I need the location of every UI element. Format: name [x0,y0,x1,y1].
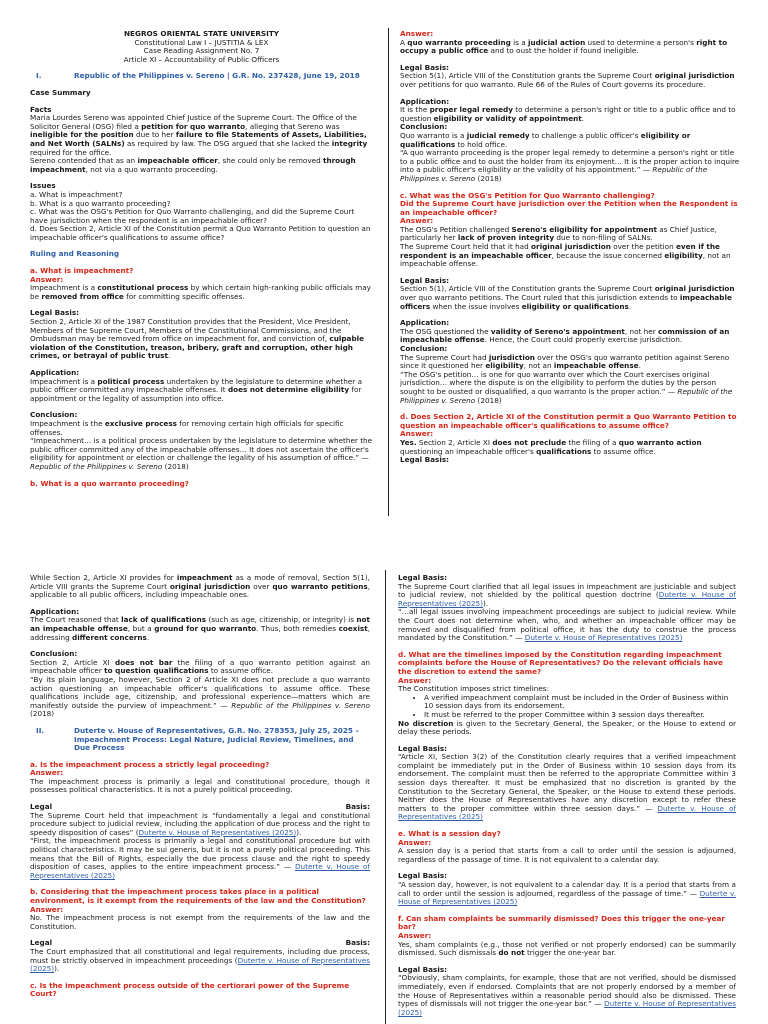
text-run: . Thus, both remedies [256,623,339,633]
paragraph [400,149,740,183]
text-run: Yes, sham complaints (e.g., those not verified or not properly endorsed) can be summarily dismissed. Such dismissals [398,939,736,958]
question-heading [398,830,736,839]
text-run: and to oust the holder if found ineligible. [488,46,639,56]
spacer [30,795,370,803]
text-run: is given to the Secretary General, the Speaker, or the House to extend or delay these periods. [398,718,736,737]
spacer [30,98,373,106]
paragraph [30,208,373,225]
text-run: NEGROS ORIENTAL STATE UNIVERSITY [123,29,280,38]
paragraph [400,243,740,269]
header-line [30,56,373,65]
section-heading [30,72,373,81]
text-run: No. The impeachment process is not exempt from the requirements of the law and the Constitution. [30,913,370,931]
text-run: , not via a quo warranto proceeding. [85,164,218,174]
text-run: , she could only be removed [217,156,323,166]
bold-text: original jurisdiction [531,242,611,252]
text-run: to hold office. [455,139,508,149]
spacer [30,600,370,608]
question-heading [30,267,373,276]
text-run: Case Summary [30,87,91,97]
spacer [400,56,740,64]
text-run: A verified impeachment complaint must be included in the Order of Business within 10 session days from its endorsement. [424,692,729,711]
text-run: the filing of a [566,437,619,447]
question-heading [30,761,370,770]
citation-link[interactable]: Duterte v. House of Representatives (2025) [398,803,736,822]
text-run: a. Is the impeachment process a strictly legal proceeding? [30,759,270,769]
text-run: Answer: [30,768,64,778]
case-citation: Republic of the Philippines v. Sereno [400,165,708,183]
text-run: . [146,632,150,642]
bold-text: does not bar [114,657,173,667]
text-run: “A quo warranto proceeding is the proper legal remedy to determine a person's right or title to a public office and to oust the holder from its enjoyment… It is the proper action to inquire into a public officer's eligibility or the validity of his appointment.” — [400,148,740,175]
bold-text: original jurisdiction [654,71,735,81]
citation-link[interactable]: Duterte v. House of Representatives (2025) [30,862,370,880]
text-run: . [167,351,171,361]
case-citation: Republic of the Philippines v. Sereno [30,461,163,471]
text-run: to assume office. [208,666,274,676]
bold-text: eligibility [485,361,524,371]
section-label [400,456,740,465]
paragraph [30,778,370,795]
paragraph [400,285,740,311]
bullet-item [424,694,736,711]
citation-link[interactable]: Duterte v. House of Representatives (2025) [398,590,736,608]
spacer [30,361,373,369]
bold-text: ground for quo warranto [154,623,257,633]
text-run: , alleging that Sereno was [245,121,340,131]
bold-text: removed from office [41,291,124,301]
document-page-2 [0,566,768,1024]
text-run: b. What is a quo warranto proceeding? [30,198,171,208]
paragraph [400,72,740,89]
bold-text: failure to file Statements of Assets, Liabilities, and Net Worth (SALNs) [30,130,367,148]
bold-text: proper legal remedy [429,105,513,115]
text-run: d. Does Section 2, Article XI of the Constitution permit a Quo Warranto Petition to question an impeachable officer's qualifications to assume office? [30,224,371,242]
text-run: Constitutional Law I – JUSTITIA & LEX [134,37,269,47]
text-run: (2018) [475,395,502,405]
paragraph [398,847,736,864]
spacer [400,311,740,319]
text-run: It must be referred to the proper Committee within 3 session days thereafter. [424,709,705,719]
text-run: c. Is the impeachment process outside of the certiorari power of the Supreme Court? [30,980,350,999]
text-run: , not an [523,361,554,371]
paragraph [398,974,736,1017]
paragraph [398,608,736,642]
bold-text: impeachable offense [553,361,639,371]
section-number: I. [36,71,42,81]
bold-text: eligibility or qualifications [521,301,629,311]
bold-text: judicial action [527,37,586,47]
text-run: Conclusion: [400,344,448,353]
paragraph [400,39,740,56]
text-run: b. What is a quo warranto proceeding? [30,478,189,488]
text-run: . Hence, the Court could properly exercise jurisdiction. [484,335,683,345]
bold-text: No discretion [398,718,454,728]
text-run: due to non-filing of SALNs. [554,233,653,243]
page-2-left-column [30,574,370,999]
paragraph [30,420,373,437]
bold-text: qualifications [536,446,592,456]
text-run: Conclusion: [30,410,78,420]
text-run: Section 2, Article XI of the 1987 Constitution provides that the President, Vice President, Members of the Supreme Court, Members of the Constitutional Commissions, and the Ombudsman may be removed from office on impeachment for, and conviction of, [30,317,351,344]
spacer [398,958,736,966]
citation-link[interactable]: Duterte v. House of Representatives (2025) [524,633,683,643]
text-run: While Section 2, Article XI provides for [30,573,177,582]
text-run: , not her [624,326,658,336]
text-run: as a mode of removal, Section 5(1), Article VIII grants the Supreme Court [30,573,370,591]
bold-text: original jurisdiction [654,284,735,294]
text-run: over petitions for quo warranto. Rule 66 of the Rules of Court governs its procedure. [400,79,706,89]
paragraph [30,948,370,974]
text-run: when the issue involves [430,301,522,311]
bold-text: exclusive process [104,418,177,428]
bold-text: quo warranto action [618,437,702,447]
bold-text: coexist [338,623,368,633]
text-run: The impeachment process is primarily a legal and constitutional procedure, though it possesses political characteristics. It is not a purely political proceeding. [30,776,370,795]
paragraph [30,378,373,404]
bold-text: right to occupy a public office [400,37,728,56]
text-run: for committing specific offenses. [123,291,245,301]
text-run: “The OSG's petition… is one for quo warranto over which the Court exercises original jurisdiction… where the dispute is on the eligibility to perform the duties by the person sought to be ousted or disqualified, a quo warranto is the proper action.” — [400,369,717,396]
text-run: (2018) [475,173,502,183]
text-run: Section 5(1), Article VIII of the Constitution grants the Supreme Court [400,284,655,294]
text-run: Answer: [30,274,64,284]
paragraph [30,914,370,931]
bold-text: do not [498,948,525,958]
text-run: Answer: [398,837,432,847]
column-divider [385,570,386,1024]
text-run: Answer: [400,429,434,439]
text-run: The Supreme Court clarified that all legal issues in impeachment are justiciable and subject to judicial review, not shielded by the political question doctrine ( [398,581,736,600]
bold-text: culpable violation of the Constitution, treason, bribery, graft and corruption, other high crimes, or betrayal of public trust [30,334,365,361]
text-run: Section 2, Article XI [30,657,115,667]
text-run: Answer: [400,216,434,226]
text-run: Application: [400,96,450,106]
section-label [30,89,373,98]
bold-text: quo warranto proceeding [407,37,511,47]
text-run: for removing certain high officials for specific offenses. [30,418,344,437]
text-run: The OSG questioned the [400,326,491,336]
text-run: required for the office. [30,147,112,157]
text-run: due to her [133,130,176,140]
text-run: Impeachment is the [30,418,105,428]
paragraph [30,318,373,361]
page-1-left-column [30,30,373,488]
text-run: Quo warranto is a [400,130,467,140]
text-run: Application: [30,368,80,377]
text-run: Article XI – Accountability of Public Officers [123,54,280,64]
paragraph [30,574,370,600]
paragraph [400,354,740,371]
text-run: over quo warranto petitions. The Court ruled that this jurisdiction extends to [400,293,680,303]
bold-text: quo warranto petitions [272,581,368,591]
bold-text: through impeachment [30,156,356,174]
page-2-right-column [398,574,736,1017]
question-heading [30,888,370,905]
bold-text: petition for quo warranto [141,121,246,131]
text-run: Legal Basis: [398,743,448,753]
text-run: (2018) [162,461,189,471]
paragraph [30,812,370,838]
text-run: , not an impeachable offense. [400,250,731,269]
label-right: Basis: [345,802,370,812]
section-heading [30,250,373,259]
question-heading [30,480,373,489]
spacer [400,90,740,98]
bold-text: commission of an impeachable offense [400,326,730,345]
paragraph [30,114,373,157]
citation-link[interactable]: Duterte v. House of Representatives (2025) [398,888,736,907]
text-run: c. What was the OSG's Petition for Quo Warranto challenging? [400,190,655,200]
paragraph [400,371,740,405]
label-right: Basis: [345,938,370,948]
text-run: Issues [30,181,56,191]
paragraph [30,616,370,642]
question-heading [398,651,736,677]
text-run: Legal Basis: [400,62,450,72]
text-run: ). [54,964,60,974]
case-citation: Republic of the Philippines v. Sereno [400,386,733,405]
paragraph [398,720,736,737]
text-run: ). [296,827,302,837]
paragraph [30,437,373,471]
text-run: Legal Basis: [30,308,80,318]
text-run: A [400,37,408,47]
bold-text: validity of Sereno's appointment [490,326,625,336]
text-run: Impeachment is a [30,376,98,386]
page-1-right-column [400,30,740,465]
text-run: Duterte v. House of Representatives, G.R. No. 278353, July 25, 2025 – Impeachment Process: Legal Nature, Judicial Review, Timelines, and Due Process [74,725,360,753]
text-run: “A session day, however, is not equivalent to a calendar day. It is a period that starts from a call to order until the session is adjourned, regardless of the passage of time.” — [398,880,736,898]
text-run: “Article XI, Section 3(2) of the Constitution clearly requires that a verified impeachment complaint be immediately put in the Order of Business within 10 session days from its endorsement. The complaint must then be referred to the appropriate Committee within 3 session days thereafter. It must be emphasized that no discretion is granted by the Constitution to the Secretary General, the Speaker, or the House to extend these periods. Neither does the House of Representatives have any discretion except to refer these matters to the proper committee within three session days.” — [398,752,736,813]
text-run: The Court emphasized that all constitutional and legal requirements, including due process, must be strictly observed in impeachment proceedings ( [30,946,370,965]
spacer [400,269,740,277]
text-run: The Constitution imposes strict timelines: [398,684,550,694]
citation-link[interactable]: Duterte v. House of Representatives (2025) [138,827,297,837]
text-run: over [250,581,273,591]
paragraph [398,753,736,822]
paragraph [30,676,370,719]
text-run: Legal Basis: [398,573,448,582]
bold-text: not an impeachable offense [30,615,370,633]
bold-text: eligibility or validity of appointment [433,113,582,123]
bold-text: even if the respondent is an impeachable officer [400,242,720,260]
text-run: to determine a person's right or title to a public office and to question [400,105,736,123]
bold-text: constitutional process [97,283,189,293]
label-left: Legal [30,938,53,948]
text-run: questioning an impeachable officer's [400,446,537,456]
text-run: Facts [30,104,52,114]
text-run: d. Does Section 2, Article XI of the Constitution permit a Quo Warranto Petition to question an impeachable officer's qualifications to assume office? [400,412,737,430]
text-run: . [628,301,632,311]
spacer [30,301,373,309]
bold-text: does not preclude [492,437,567,447]
text-run: “Impeachment… is a political process undertaken by the legislature to determine whether the public officer committed any of the impeachable offenses… It does not ascertain the officer's eligibility for appointment or election or challenge the legality of his assumption of office.” — [30,436,373,463]
bold-text: impeachment [176,573,233,582]
bold-text: jurisdiction [488,352,535,362]
section-title [74,727,370,753]
text-run: Impeachment is a [30,283,98,293]
paragraph [398,583,736,609]
text-run: as required by law. The OSG argued that she lacked the [124,138,332,148]
text-run: , but a [127,623,155,633]
text-run: d. What are the timelines imposed by the Constitution regarding impeachment complaints before the House of Representatives? Do the relevant officials have the discretion to extend the same? [398,649,723,676]
text-run: (2018) [30,709,55,719]
bullet-list [398,694,736,720]
text-run: The Supreme Court held that impeachment is “fundamentally a legal and constitutional procedure subject to judicial review, including the application of due process and the right to speedy disposition of cases” ( [30,810,370,837]
text-run: (such as age, citizenship, or integrity) is [206,615,357,625]
text-run: f. Can sham complaints be summarily dismissed? Does this trigger the one-year bar? [398,913,726,932]
bold-text: different concerns [72,632,147,642]
bold-text: eligibility [664,250,703,260]
text-run: . [581,113,585,123]
text-run: The Court reasoned that [30,615,122,625]
text-run: Answer: [398,675,432,685]
paragraph [400,106,740,123]
text-run: Conclusion: [400,122,448,132]
paragraph [398,941,736,958]
text-run: A session day is a period that starts from a call to order until the session is adjourned, regardless of the passage of time. It is not equivalent to a calendar day. [398,846,736,864]
text-run: a. What is impeachment? [30,189,123,199]
text-run: trigger the one-year bar. [524,948,617,958]
label-left: Legal [30,802,53,812]
bold-text: to question qualifications [104,666,209,676]
question-heading [30,982,370,999]
text-run: a. What is impeachment? [30,266,134,276]
text-run: by which certain high-ranking public officials may be [30,283,371,301]
bold-text: impeachable officer [137,156,218,166]
text-run: The Supreme Court had [400,352,489,362]
section-number: II. [36,725,45,735]
text-run: Section 2, Article XI [416,437,493,447]
text-run: The OSG's Petition challenged [400,224,512,234]
page-gap [0,520,768,566]
spacer [30,174,373,182]
paragraph [400,439,740,456]
section-title [74,72,360,81]
text-run: , because the issue concerned [551,250,665,260]
text-run: Section 5(1), Article VIII of the Constitution grants the Supreme Court [400,71,655,81]
text-run: Republic of the Philippines v. Sereno | G.R. No. 237428, June 19, 2018 [74,71,360,81]
paragraph [400,132,740,149]
paragraph [30,157,373,174]
bold-text: ineligible for the position [30,130,134,140]
paragraph [400,328,740,345]
paragraph [400,226,740,243]
paragraph [30,284,373,301]
text-run: to assume office. [591,446,656,456]
text-run: The Supreme Court held that it had [400,242,532,252]
text-run: “…all legal issues involving impeachment proceedings are subject to judicial review. While the Court does not determine when, who, and whether an impeachable officer may be removed and disqualified from political office, it has the duty to construe the process mandated by the Constitution.” — [398,607,736,643]
paragraph [398,881,736,907]
text-run: Answer: [30,904,64,914]
text-run: Legal Basis: [400,455,450,465]
bold-text: Sereno's eligibility for appointment [511,224,657,234]
text-run: Application: [30,606,80,616]
spacer [398,737,736,745]
text-run: Did the Supreme Court have jurisdiction over the Petition when the Respondent is an impeachable officer? [400,199,738,217]
bold-text: eligibility or qualifications [400,130,691,149]
text-run: Sereno contended that as an [30,156,138,166]
text-run: It is the [400,105,430,115]
text-run: to challenge a public officer's [529,130,641,140]
bold-text: does not determine eligibility [227,385,350,395]
text-run: Answer: [398,930,432,940]
paragraph [30,659,370,676]
text-run: . [638,361,641,371]
text-run: Maria Lourdes Sereno was appointed Chief Justice of the Supreme Court. The Office of the Solicitor General (OSG) filed a [30,113,357,131]
section-heading [30,727,370,753]
text-run: over the OSG's quo warranto petition against Sereno since it questioned her [400,352,730,371]
text-run: used to determine a person's [585,37,697,47]
citation-link[interactable]: Duterte v. House of Representatives (2025) [398,999,736,1017]
text-run: Application: [400,318,450,328]
column-divider [388,28,389,516]
text-run: Legal Basis: [398,964,448,974]
text-run: is a [510,37,528,47]
spacer [30,931,370,939]
bold-text: political process [97,376,165,386]
text-run: ). [482,598,489,608]
bold-text: lack of proven integrity [457,233,555,243]
text-run: Legal Basis: [398,871,448,881]
text-run: c. What was the OSG's Petition for Quo Warranto challenging, and did the Supreme Court have jurisdiction when the respondent is an impeachable officer? [30,207,355,225]
paragraph [30,225,373,242]
text-run: “By its plain language, however, Section 2 of Article XI does not preclude a quo warranto action questioning an impeachable officer's qualifications to assume office. These qualifications include age, citizenship, and professional experience—matters which are manifestly outside the purview of impeachment.” — [30,674,370,710]
case-citation: Republic of the Philippines v. Sereno [231,700,370,710]
bold-text: original jurisdiction [169,581,251,591]
bold-text: Yes. [400,437,417,447]
citation-link[interactable]: Duterte v. House of Representatives (2025) [30,955,370,974]
bold-text: impeachable officers [400,293,732,311]
question-heading [400,413,740,430]
paragraph [30,837,370,880]
text-run: “Obviously, sham complaints, for example, those that are not verified, should be dismissed immediately, even if endorsed. Complaints that are not properly endorsed by a member of the House of Representatives within a reasonable period should also be dismissed. These types of dismissals will not trigger the one-year bar.” — [398,973,736,1009]
text-run: the filing of a quo warranto petition against an impeachable officer [30,657,370,676]
question-heading [398,915,736,932]
text-run: Conclusion: [30,649,78,659]
question-heading [400,200,740,217]
text-run: , applicable to all public officers, including impeachable ones. [30,581,370,600]
text-run: “First, the impeachment process is primarily a legal and constitutional procedure but with political characteristics. It may be sui generis, but it is not a purely political proceeding. This means that the Bill of Rights, especially the due process clause and the right to speedy disposition of cases, applies to the entire impeachment process.” — [30,836,370,872]
text-run: Legal Basis: [400,275,450,285]
text-run: e. What is a session day? [398,829,501,839]
text-run: as Chief Justice, particularly her [400,224,717,243]
text-run: Answer: [400,29,434,38]
text-run: , addressing [30,623,371,642]
text-run: Ruling and Reasoning [30,249,120,259]
spacer [398,864,736,872]
text-run: over the petition [610,242,676,252]
spacer [30,642,370,650]
bold-text: lack of qualifications [121,615,207,625]
text-run: for appointment or the legality of assumption into office. [30,385,362,403]
spacer [30,403,373,411]
text-run: b. Considering that the impeachment process takes place in a political environment, is it exempt from the requirements of the law and the Constitution? [30,887,366,905]
text-run: Case Reading Assignment No. 7 [143,46,260,56]
bold-text: judicial remedy [466,130,530,140]
text-run: undertaken by the legislature to determine whether a public officer committed any impeachable offenses. It [30,376,363,395]
bold-text: integrity [331,138,368,148]
